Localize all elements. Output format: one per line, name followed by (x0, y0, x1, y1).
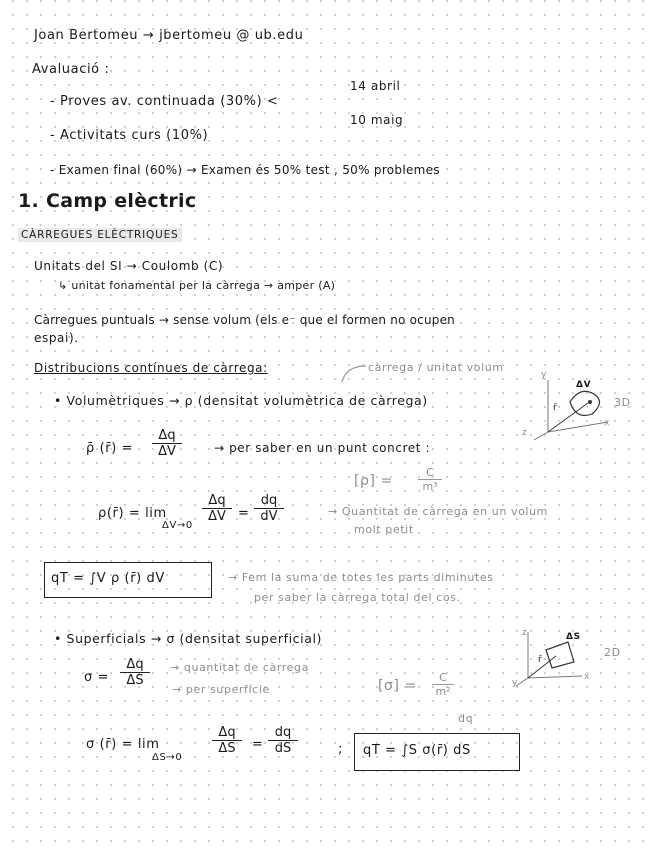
numerator: dq (254, 493, 284, 509)
qt-volume-note-2: per saber la càrrega total del cos. (254, 591, 461, 604)
denominator: dS (274, 741, 292, 756)
numerator: Δq (120, 657, 150, 673)
numerator: Δq (152, 428, 182, 444)
numerator: Δq (212, 725, 242, 741)
item-proves: - Proves av. continuada (30%) < (50, 94, 279, 109)
sigma-note-1: → quantitat de càrrega (170, 661, 309, 674)
item-examen: - Examen final (60%) → Examen és 50% test , 50% problemes (50, 163, 440, 177)
diagram-x-label-2: x (584, 672, 590, 682)
diagram-dv-label: ΔV (576, 380, 592, 390)
numerator: Δq (202, 493, 232, 509)
fraction-dq-dv-diff (254, 493, 284, 524)
fraction-dq-dv-2 (202, 493, 232, 524)
numerator: dq (268, 725, 298, 741)
denominator: m³ (422, 480, 438, 493)
sigma-lhs: σ = (84, 670, 110, 685)
denominator: ΔS (126, 673, 144, 688)
volume-diagram-icon (530, 372, 620, 442)
diagram-y-label-2: y (512, 678, 518, 688)
sigma-limit-sub: ΔS→0 (152, 752, 183, 763)
rho-units-fraction (418, 466, 442, 493)
equals-sign: = (238, 506, 250, 521)
units-line-2: ↳ unitat fonamental per la càrrega → amper (A) (58, 279, 336, 292)
diagram-y-label: y (541, 370, 547, 380)
date-abril: 14 abril (350, 79, 401, 93)
fraction-dq-ds-2 (212, 725, 242, 756)
puntuals-line-2: espai). (34, 331, 79, 345)
sigma-units-fraction (432, 671, 454, 698)
qt-volume-formula: qT = ∫V ρ (r̄) dV (51, 571, 165, 586)
denominator: ΔV (208, 509, 226, 524)
diagram-2d-label: 2D (604, 646, 621, 659)
sigma-note-2: → per superfície (172, 683, 270, 696)
numerator: C (418, 466, 442, 480)
item-activitats: - Activitats curs (10%) (50, 128, 209, 143)
denominator: ΔS (218, 741, 236, 756)
section-heading: CÀRREGUES ELÈCTRIQUES (18, 228, 182, 242)
volumetriques-line: • Volumètriques → ρ (densitat volumètrica de càrrega) (54, 393, 428, 408)
date-maig: 10 maig (350, 113, 404, 127)
avaluacio-heading: Avaluació : (32, 62, 110, 77)
numerator: C (432, 671, 454, 685)
diagram-x-label: x (604, 418, 610, 428)
page-title: 1. Camp elèctric (18, 190, 197, 212)
qt-surface-box (354, 733, 520, 771)
units-line-1: Unitats del SI → Coulomb (C) (34, 259, 224, 273)
rho-limit-note-1: → Quantitat de càrrega en un volum (328, 505, 548, 518)
qt-volume-note-1: → Fem la suma de totes les parts diminutes (228, 571, 494, 584)
rho-bar-note: → per saber en un punt concret : (214, 441, 431, 455)
author-line: Joan Bertomeu → jbertomeu @ ub.edu (34, 28, 304, 43)
diagram-r-label: r̄ (553, 403, 558, 413)
diagram-z-label-2: z (522, 628, 528, 638)
qt-surface-formula: qT = ∫S σ(r̄) dS (363, 743, 471, 758)
note-arrow-icon (336, 362, 376, 386)
diagram-r-label-2: r̄ (538, 655, 543, 665)
fraction-dq-ds (120, 657, 150, 688)
distribucions-note: càrrega / unitat volum (368, 361, 504, 374)
rho-limit-note-2: molt petit (354, 523, 414, 536)
denominator: ΔV (158, 444, 176, 459)
sigma-units-lhs: [σ] = (378, 678, 417, 694)
sigma-limit-lhs: σ (r̄) = lim (86, 737, 160, 752)
qt-volume-box (44, 562, 212, 598)
fraction-dq-dv (152, 428, 182, 459)
denominator: m² (435, 685, 451, 698)
fraction-dq-ds-diff (268, 725, 298, 756)
equals-sign-2: = (252, 737, 264, 752)
rho-limit-lhs: ρ(r̄) = lim (98, 506, 167, 521)
diagram-z-label: z (522, 428, 528, 438)
rho-units-lhs: [ρ] = (354, 473, 393, 489)
diagram-3d-label: 3D (614, 396, 631, 409)
rho-limit-sub: ΔV→0 (162, 520, 193, 531)
semicolon: ; (338, 742, 343, 757)
diagram-ds-label: ΔS (566, 632, 581, 642)
distribucions-heading: Distribucions contínues de càrrega: (34, 361, 268, 375)
superficials-line: • Superficials → σ (densitat superficial) (54, 631, 323, 646)
dq-annotation: dq (458, 712, 474, 725)
puntuals-line-1: Càrregues puntuals → sense volum (els e⁻ que el formen no ocupen (34, 313, 455, 327)
denominator: dV (260, 509, 278, 524)
rho-bar-lhs: ρ̄ (r̄) = (86, 441, 134, 456)
